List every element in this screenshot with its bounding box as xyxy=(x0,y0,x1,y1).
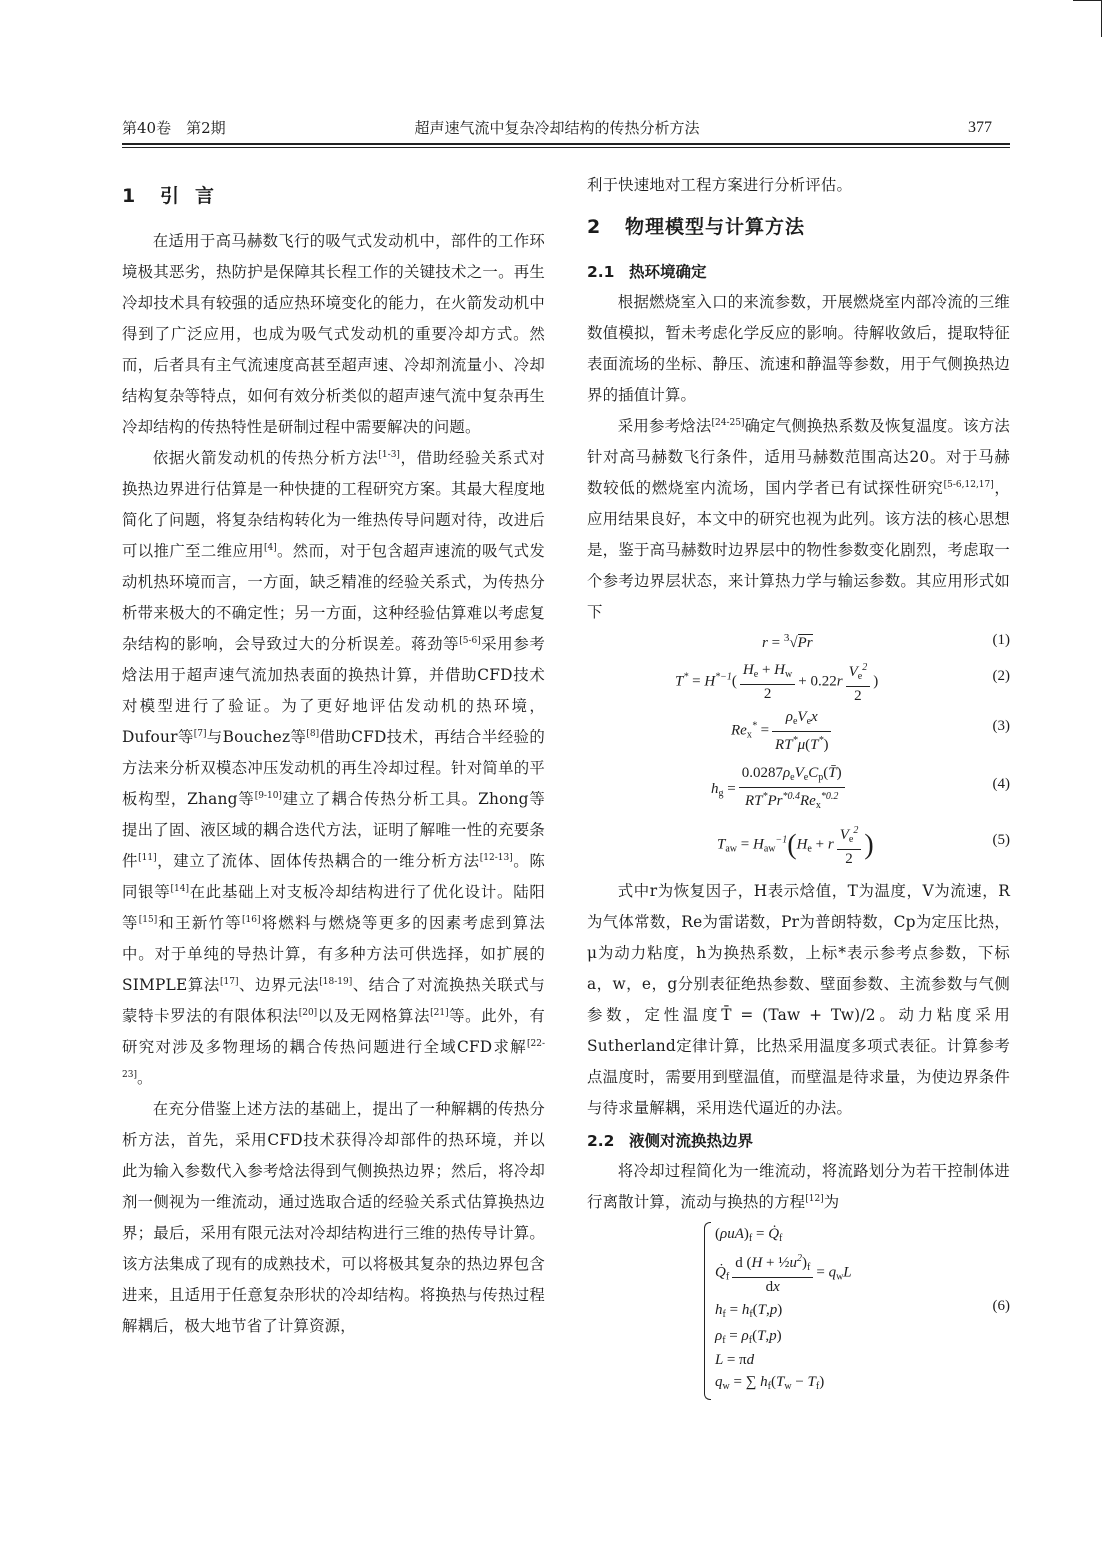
citation: [15] xyxy=(138,915,158,925)
section-heading-1 xyxy=(122,176,545,216)
subsection-heading-2-1 xyxy=(587,257,1010,287)
paragraph: 式中r为恢复因子，H表示焓值，T为温度，V为流速，R为气体常数，Re为雷诺数，Pr为普朗特数，Cp为定压比热，μ为动力粘度，h为换热系数，上标*表示参考点参数，下标a，w，e，g分别表征绝热参数、壁面参数、主流参数与气侧参数，定性温度T̄ = (Taw + Tw)/2。动力粘度采用Sutherland定律计算，比热采用温度多项式表征。计算参考点温度时，需要用到壁温值，而壁温是待求量，为使边界条件与待求量解耦，采用迭代逼近的办法。 xyxy=(587,882,1010,1117)
equation-number: (4) xyxy=(992,776,1010,792)
citation: [4] xyxy=(264,543,277,553)
header-rule xyxy=(122,143,1010,145)
citation: [18-19] xyxy=(319,977,353,987)
page-number: 377 xyxy=(968,119,992,136)
equation-brace xyxy=(704,1222,711,1400)
equation-1: r = $^3$√Pr (1) xyxy=(762,632,1010,651)
right-column xyxy=(587,170,1010,1404)
citation: [24-25] xyxy=(711,418,745,428)
citation: [20] xyxy=(298,1008,318,1018)
section-number: 1 xyxy=(122,185,137,207)
paragraph: 依据火箭发动机的传热分析方法[1-3]，借助经验关系式对换热边界进行估算是一种快捷的工程研究方案。其最大程度地简化了问题，将复杂结构转化为一维热传导问题对待，改进后可以推广至二维应用[4]。然而，对于包含超声速流的吸气式发动机热环境而言，一方面，缺乏精准的经验关系式，为传热分析带来极大的不确定性；另一方面，这种经验估算难以考虑复杂结构的影响，会导致过大的分析误差。蒋劲等[5-6]采用参考焓法用于超声速气流加热表面的换热计算，并借助CFD技术对模型进行了验证。为了更好地评估发动机的热环境，Dufour等[7]与Bouchez等[8]借助CFD技术，再结合半经验的方法来分析双模态冲压发动机的再生冷却过程。针对简单的平板构型，Zhang等[9-10]建立了耦合传热分析工具。Zhong等提出了固、液区域的耦合迭代方法，证明了解唯一性的充要条件[11]，建立了流体、固体传热耦合的一维分析方法[12-13]。陈同银等[14]在此基础上对支板冷却结构进行了优化设计。陆阳等[15]和王新竹等[16]将燃料与燃烧等更多的因素考虑到算法中。对于单纯的导热计算，有多种方法可供选择，如扩展的SIMPLE算法[17]、边界元法[18-19]、结合了对流换热关联式与蒙特卡罗法的有限体积法[20]以及无网格算法[21]等。此外，有研究对涉及多物理场的耦合传热问题进行全域CFD求解[22-23]。 xyxy=(122,449,546,1087)
equation-number: (5) xyxy=(992,832,1010,848)
citation: [17] xyxy=(220,977,239,987)
page-corner-mark xyxy=(1073,0,1102,37)
paragraph: 采用参考焓法[24-25]确定气侧换热系数及恢复温度。该方法针对高马赫数飞行条件，适用马赫数范围高达20。对于马赫数较低的燃烧室内流场，国内学者已有试探性研究[5-6,12,17]，应用结果良好，本文中的研究也视为此列。该方法的核心思想是，鉴于高马赫数时边界层中的物性参数变化剧烈，考虑取一个参考边界层状态，来计算热力学与输运参数。其应用形式如下 xyxy=(587,417,1010,621)
section-title: 物理模型与计算方法 xyxy=(625,216,806,238)
citation: [21] xyxy=(430,1008,449,1018)
volume-issue: 第40卷 第2期 xyxy=(122,119,226,137)
citation: [12] xyxy=(805,1194,824,1204)
subsection-number: 2.2 xyxy=(587,1132,615,1150)
equation-6: $(\rho uA)_f$ = $Q̇_f$ $Q̇_f$ $\frac{d (H + \frac{1}{2}u^2)_f}{dx}$ = $q_wL$ $h_f = h_f(T,p)$ $\rho_f = \rho_f(T,p)$ L = πd $q_w$ = ∑ $h_f(T_w - T_f)$ (6) xyxy=(587,1222,1010,1404)
citation: [7] xyxy=(193,729,207,739)
section-title: 引言 xyxy=(160,185,231,207)
citation: [8] xyxy=(306,729,320,739)
paragraph: 根据燃烧室入口的来流参数，开展燃烧室内部冷流的三维数值模拟，暂未考虑化学反应的影响。待解收敛后，提取特征表面流场的坐标、静压、流速和静温等参数，用于气侧换热边界的插值计算。 xyxy=(587,293,1010,404)
equation-2: $T^* = H^{*-1}$( $\frac{H_e + H_w}{2}$ + 0.22r $\frac{V_e^2}{2}$ ) (2) xyxy=(675,662,1010,704)
subsection-heading-2-2 xyxy=(587,1126,1010,1156)
citation: [9-10] xyxy=(254,791,282,801)
equation-5: $T_{aw} = H_{aw}^{-1}(H_e + r$ $\frac{V_e^2}{2}$ ) (5) xyxy=(717,825,1010,867)
header-rule-thin xyxy=(122,147,1010,148)
running-title: 超声速气流中复杂冷却结构的传热分析方法 xyxy=(414,119,700,137)
equation-number: (6) xyxy=(992,1298,1010,1314)
citation: [14] xyxy=(170,884,190,894)
equation-3: $Re_x^*$ = $\frac{\rho_eV_ex}{RT^*\mu(T^*)}$ (3) xyxy=(731,709,1010,753)
equation-number: (2) xyxy=(992,668,1010,684)
citation: [5-6] xyxy=(459,636,481,646)
subsection-number: 2.1 xyxy=(587,263,615,281)
citation: [11] xyxy=(138,853,157,863)
paragraph: 利于快速地对工程方案进行分析评估。 xyxy=(587,176,853,194)
section-heading-2 xyxy=(587,207,1010,247)
citation: [1-3] xyxy=(378,450,400,460)
section-number: 2 xyxy=(587,216,602,238)
paragraph: 在适用于高马赫数飞行的吸气式发动机中，部件的工作环境极其恶劣，热防护是保障其长程工作的关键技术之一。再生冷却技术具有较强的适应热环境变化的能力，在火箭发动机中得到了广泛应用，也成为吸气式发动机的重要冷却方式。然而，后者具有主气流速度高甚至超声速、冷却剂流量小、冷却结构复杂等特点，如何有效分析类似的超声速气流中复杂再生冷却结构的传热特性是研制过程中需要解决的问题。 xyxy=(122,232,545,436)
citation: [5-6,12,17] xyxy=(943,480,994,490)
citation: [12-13] xyxy=(479,853,513,863)
citation: [22-23] xyxy=(122,1039,545,1080)
equation-4: $h_g$ = $\frac{0.0287\rho_eV_eC_p(T̄)}{RT^*Pr^{*0.4}Re_x^{*0.2}}$ (4) xyxy=(587,758,1010,814)
running-header xyxy=(122,117,992,139)
equation-number: (3) xyxy=(992,718,1010,734)
paragraph: 在充分借鉴上述方法的基础上，提出了一种解耦的传热分析方法，首先，采用CFD技术获得冷却部件的热环境，并以此为输入参数代入参考焓法得到气侧换热边界；然后，将冷却剂一侧视为一维流动，通过选取合适的经验关系式估算换热边界；最后，采用有限元法对冷却结构进行三维的热传导计算。该方法集成了现有的成熟技术，可以将极其复杂的热边界包含进来，且适用于任意复杂形状的冷却结构。将换热与传热过程解耦后，极大地节省了计算资源， xyxy=(122,1100,545,1335)
equation-number: (1) xyxy=(992,632,1010,648)
left-column xyxy=(122,170,545,1342)
paragraph: 将冷却过程简化为一维流动，将流路划分为若干控制体进行离散计算，流动与换热的方程[12]为 xyxy=(587,1162,1010,1211)
subsection-title: 液侧对流换热边界 xyxy=(629,1132,754,1150)
citation: [16] xyxy=(242,915,261,925)
subsection-title: 热环境确定 xyxy=(629,263,707,281)
